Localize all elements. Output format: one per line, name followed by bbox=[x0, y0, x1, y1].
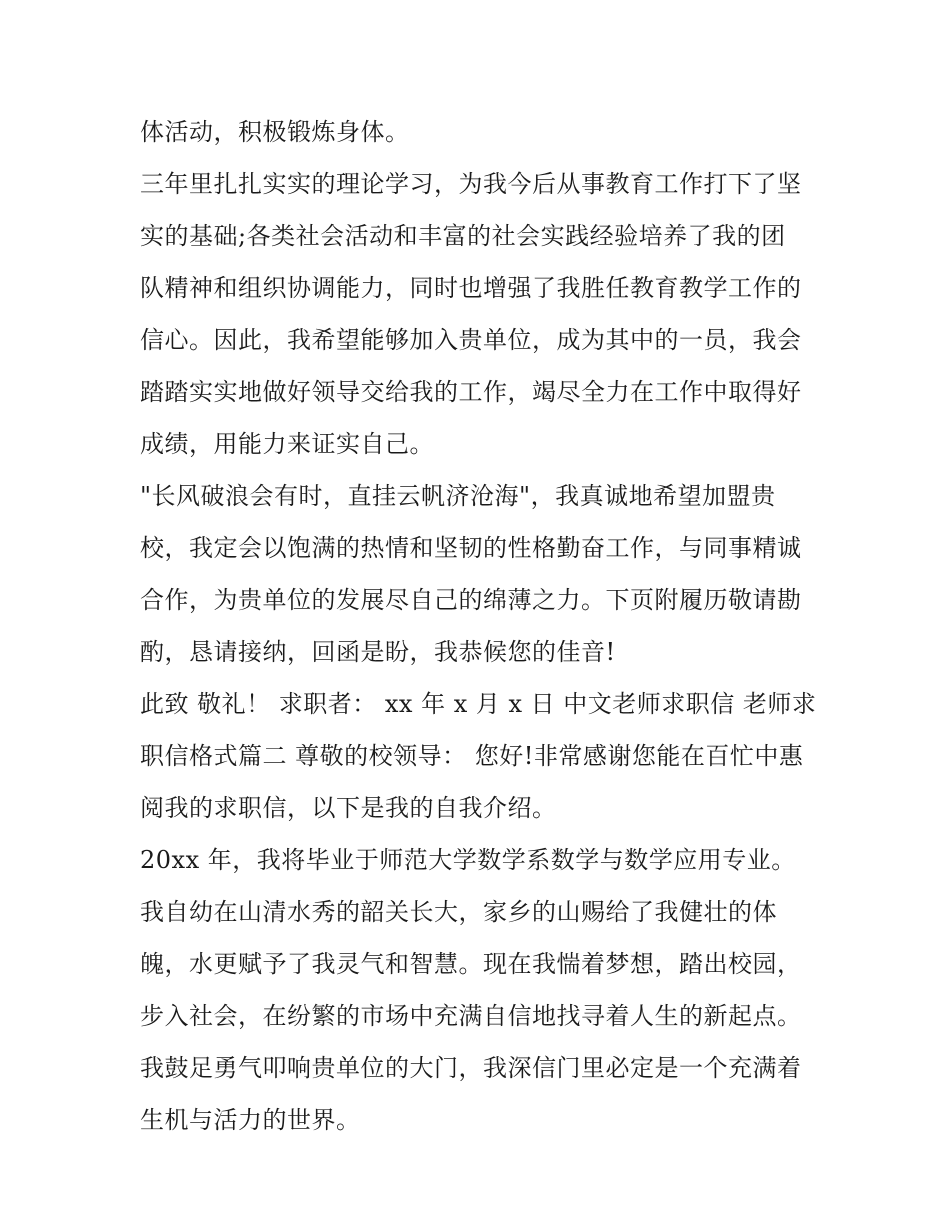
text-line-7: 成绩，用能力来证实自己。 bbox=[140, 430, 434, 458]
text-line-3: 实的基础;各类社会活动和丰富的社会实践经验培养了我的团 bbox=[140, 222, 786, 250]
text-line-9: 校，我定会以饱满的热情和坚韧的性格勤奋工作，与同事精诚 bbox=[140, 534, 802, 562]
text-line-12: 此致 敬礼！ 求职者： xx 年 x 月 x 日 中文老师求职信 老师求 bbox=[140, 690, 817, 718]
text-line-13: 职信格式篇二 尊敬的校领导： 您好!非常感谢您能在百忙中惠 bbox=[140, 742, 804, 770]
text-line-11: 酌，恳请接纳，回函是盼，我恭候您的佳音! bbox=[140, 638, 616, 666]
text-line-5: 信心。因此，我希望能够加入贵单位，成为其中的一员，我会 bbox=[140, 326, 802, 354]
text-line-14: 阅我的求职信，以下是我的自我介绍。 bbox=[140, 794, 557, 822]
text-line-18: 步入社会，在纷繁的市场中充满自信地找寻着人生的新起点。 bbox=[140, 1002, 802, 1030]
text-line-8: "长风破浪会有时，直挂云帆济沧海"，我真诚地希望加盟贵 bbox=[140, 482, 776, 510]
text-line-15: 20xx 年，我将毕业于师范大学数学系数学与数学应用专业。 bbox=[140, 846, 796, 874]
text-line-4: 队精神和组织协调能力，同时也增强了我胜任教育教学工作的 bbox=[140, 274, 802, 302]
text-line-1: 体活动，积极锻炼身体。 bbox=[140, 118, 410, 146]
document-body bbox=[140, 106, 820, 1146]
text-line-17: 魄，水更赋予了我灵气和智慧。现在我惴着梦想，踏出校园， bbox=[140, 950, 802, 978]
text-line-16: 我自幼在山清水秀的韶关长大，家乡的山赐给了我健壮的体 bbox=[140, 898, 777, 926]
text-line-20: 生机与活力的世界。 bbox=[140, 1106, 361, 1134]
text-line-10: 合作，为贵单位的发展尽自己的绵薄之力。下页附履历敬请勘 bbox=[140, 586, 802, 614]
text-line-19: 我鼓足勇气叩响贵单位的大门，我深信门里必定是一个充满着 bbox=[140, 1054, 802, 1082]
text-line-6: 踏踏实实地做好领导交给我的工作，竭尽全力在工作中取得好 bbox=[140, 378, 802, 406]
text-line-2: 三年里扎扎实实的理论学习，为我今后从事教育工作打下了坚 bbox=[140, 170, 802, 198]
